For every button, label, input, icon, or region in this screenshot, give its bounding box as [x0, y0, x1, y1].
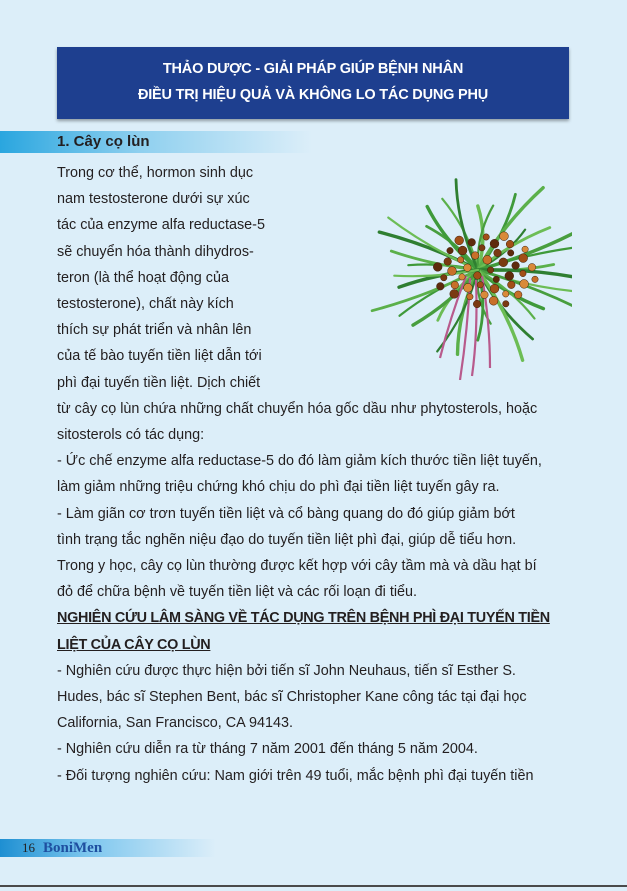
- text-line: thích sự phát triển và nhân lên: [57, 322, 252, 339]
- section-bar: [0, 131, 312, 153]
- text-line: phì đại tuyến tiền liệt. Dịch chiết: [57, 374, 261, 391]
- text-line: của tế bào tuyến tiền liệt dẫn tới: [57, 348, 262, 365]
- banner-line-2: ĐIỀU TRỊ HIỆU QUẢ VÀ KHÔNG LO TÁC DỤNG PHỤ: [137, 87, 489, 103]
- page-number: 16: [22, 840, 35, 855]
- text-line: đỏ để chữa bệnh về tuyến tiền liệt và các rối loạn đi tiểu.: [57, 584, 418, 601]
- text-line: - Làm giãn cơ trơn tuyến tiền liệt và cổ bàng quang do đó giúp giảm bớt: [57, 505, 515, 522]
- bottom-divider: [0, 885, 627, 887]
- text-line: - Nghiên cứu được thực hiện bởi tiến sĩ John Neuhaus, tiến sĩ Esther S.: [57, 662, 516, 679]
- article-body: [57, 160, 581, 789]
- text-line: Trong y học, cây cọ lùn thường được kết hợp với cây tầm mà và dầu hạt bí: [57, 558, 537, 575]
- text-line: tình trạng tắc nghẽn niệu đạo do tuyến tiền liệt phì đại, giúp dễ tiểu hơn.: [57, 531, 517, 548]
- text-line: tác của enzyme alfa reductase-5: [57, 217, 265, 234]
- heading-line: LIỆT CỦA CÂY CỌ LÙN: [57, 636, 211, 653]
- effects-paragraph: [57, 396, 581, 606]
- banner-line-1: THẢO DƯỢC - GIẢI PHÁP GIÚP BỆNH NHÂN: [162, 61, 464, 77]
- text-line: - Đối tượng nghiên cứu: Nam giới trên 49 tuổi, mắc bệnh phì đại tuyến tiền: [57, 767, 534, 784]
- heading-line: NGHIÊN CỨU LÂM SÀNG VỀ TÁC DỤNG TRÊN BỆNH PHÌ ĐẠI TUYẾN TIỀN: [57, 610, 550, 627]
- title-banner: [57, 47, 569, 119]
- text-line: sitosterols có tác dụng:: [57, 427, 205, 444]
- research-paragraph: [57, 658, 581, 789]
- text-line: từ cây cọ lùn chứa những chất chuyển hóa gốc dầu như phytosterols, hoặc: [57, 400, 538, 417]
- research-heading: [57, 605, 581, 657]
- text-line: sẽ chuyển hóa thành dihydros-: [57, 243, 254, 260]
- text-line: Hudes, bác sĩ Stephen Bent, bác sĩ Christopher Kane công tác tại đại học: [57, 689, 527, 706]
- text-line: testosterone), chất này kích: [57, 296, 234, 313]
- section-title: 1. Cây cọ lùn: [57, 133, 150, 150]
- brand-logo: BoniMen: [43, 840, 103, 856]
- text-line: làm giảm những triệu chứng khó chịu do phì đại tiền liệt tuyến gây ra.: [57, 479, 500, 496]
- text-line: - Nghiên cứu diễn ra từ tháng 7 năm 2001 đến tháng 5 năm 2004.: [57, 741, 478, 758]
- text-line: - Ức chế enzyme alfa reductase-5 do đó làm giảm kích thước tiền liệt tuyến,: [57, 453, 542, 470]
- text-line: nam testosterone dưới sự xúc: [57, 191, 250, 208]
- intro-paragraph: [57, 160, 285, 396]
- text-line: teron (là thể hoạt động của: [57, 269, 230, 286]
- text-line: Trong cơ thể, hormon sinh dục: [57, 165, 254, 181]
- text-line: California, San Francisco, CA 94143.: [57, 715, 293, 732]
